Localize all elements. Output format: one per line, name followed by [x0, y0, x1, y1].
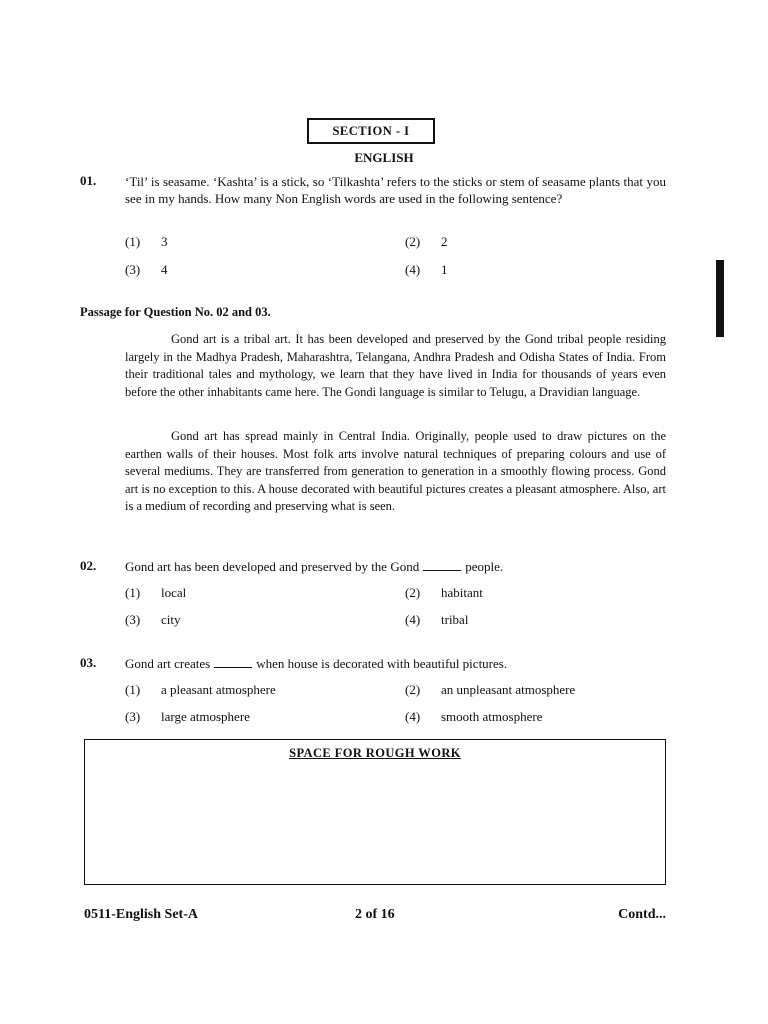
subject-title: ENGLISH [354, 150, 414, 165]
footer-paper-code: 0511-English Set-A [84, 907, 198, 922]
q1-option-1 [125, 234, 168, 250]
option-text: 2 [441, 234, 448, 249]
rough-work-label: SPACE FOR ROUGH WORK [289, 746, 461, 760]
question-01-text: ‘Til’ is seasame. ‘Kashta’ is a stick, so ‘Tilkashta’ refers to the sticks or stem of seasame plants that you see in my hands. How many Non English words are used in the following sentence? [125, 174, 666, 206]
option-number: (4) [405, 262, 421, 277]
option-text: an unpleasant atmosphere [441, 682, 576, 697]
q2-option-4 [405, 612, 468, 628]
option-text: 3 [161, 234, 168, 249]
option-text: large atmosphere [161, 709, 250, 724]
option-number: (3) [125, 612, 141, 627]
footer-continued: Contd... [618, 907, 666, 922]
option-number: (1) [125, 234, 141, 249]
footer-page-number: 2 of 16 [355, 907, 395, 922]
option-number: (1) [125, 585, 141, 600]
passage-paragraph-1: Gond art is a tribal art. It has been developed and preserved by the Gond tribal people residing largely in the Madhya Pradesh, Maharashtra, Telangana, Andhra Pradesh and Odisha States of India. From their traditional tales and mythology, we learn that they have lived in India for thousands of years even before the other inhabitants came here. The Gondi language is similar to Telugu, a Dravidian language. [125, 332, 666, 399]
q2-option-3 [125, 612, 181, 628]
question-02-text [125, 558, 666, 575]
option-number: (4) [405, 709, 421, 724]
option-text: local [161, 585, 187, 600]
option-number: (2) [405, 682, 421, 697]
rough-work-title [85, 746, 665, 761]
passage-heading: Passage for Question No. 02 and 03. [80, 305, 271, 319]
answer-blank [423, 560, 461, 571]
question-02-text-end: people. [465, 559, 504, 574]
option-text: 4 [161, 262, 168, 277]
q2-option-1 [125, 585, 186, 601]
question-number-02: 02. [80, 558, 97, 573]
option-number: (4) [405, 612, 421, 627]
question-03-text-end: when house is decorated with beautiful pictures. [256, 656, 508, 671]
option-number: (3) [125, 262, 141, 277]
option-text: city [161, 612, 181, 627]
option-text: habitant [441, 585, 483, 600]
q2-option-2 [405, 585, 483, 601]
option-text: tribal [441, 612, 469, 627]
question-03-text-start: Gond art creates [125, 656, 211, 671]
option-number: (3) [125, 709, 141, 724]
q3-option-4 [405, 709, 542, 725]
question-number-01: 01. [80, 173, 97, 188]
q1-option-4 [405, 262, 448, 278]
passage-paragraph-2: Gond art has spread mainly in Central India. Originally, people used to draw pictures on the earthen walls of their houses. Most folk arts involve natural techniques of preparing colours and use of several mediums. They are transferred from generation to generation in a smoothly flowing process. Gond art is no exception to this. A house decorated with beautiful pictures creates a pleasant atmosphere. Also, art is a medium of recording and preserving what is seen. [125, 429, 666, 513]
rough-work-box [84, 739, 666, 885]
scan-edge-mark [716, 260, 724, 337]
option-number: (1) [125, 682, 141, 697]
option-text: a pleasant atmosphere [161, 682, 276, 697]
q3-option-2 [405, 682, 575, 698]
q1-option-2 [405, 234, 448, 250]
question-02-text-start: Gond art has been developed and preserved by the Gond [125, 559, 420, 574]
answer-blank [214, 657, 252, 668]
q1-option-3 [125, 262, 168, 278]
section-heading: SECTION - I [307, 118, 435, 144]
option-number: (2) [405, 585, 421, 600]
option-number: (2) [405, 234, 421, 249]
q3-option-3 [125, 709, 250, 725]
option-text: smooth atmosphere [441, 709, 543, 724]
q3-option-1 [125, 682, 276, 698]
option-text: 1 [441, 262, 448, 277]
question-number-03: 03. [80, 655, 97, 670]
question-03-text [125, 655, 666, 672]
